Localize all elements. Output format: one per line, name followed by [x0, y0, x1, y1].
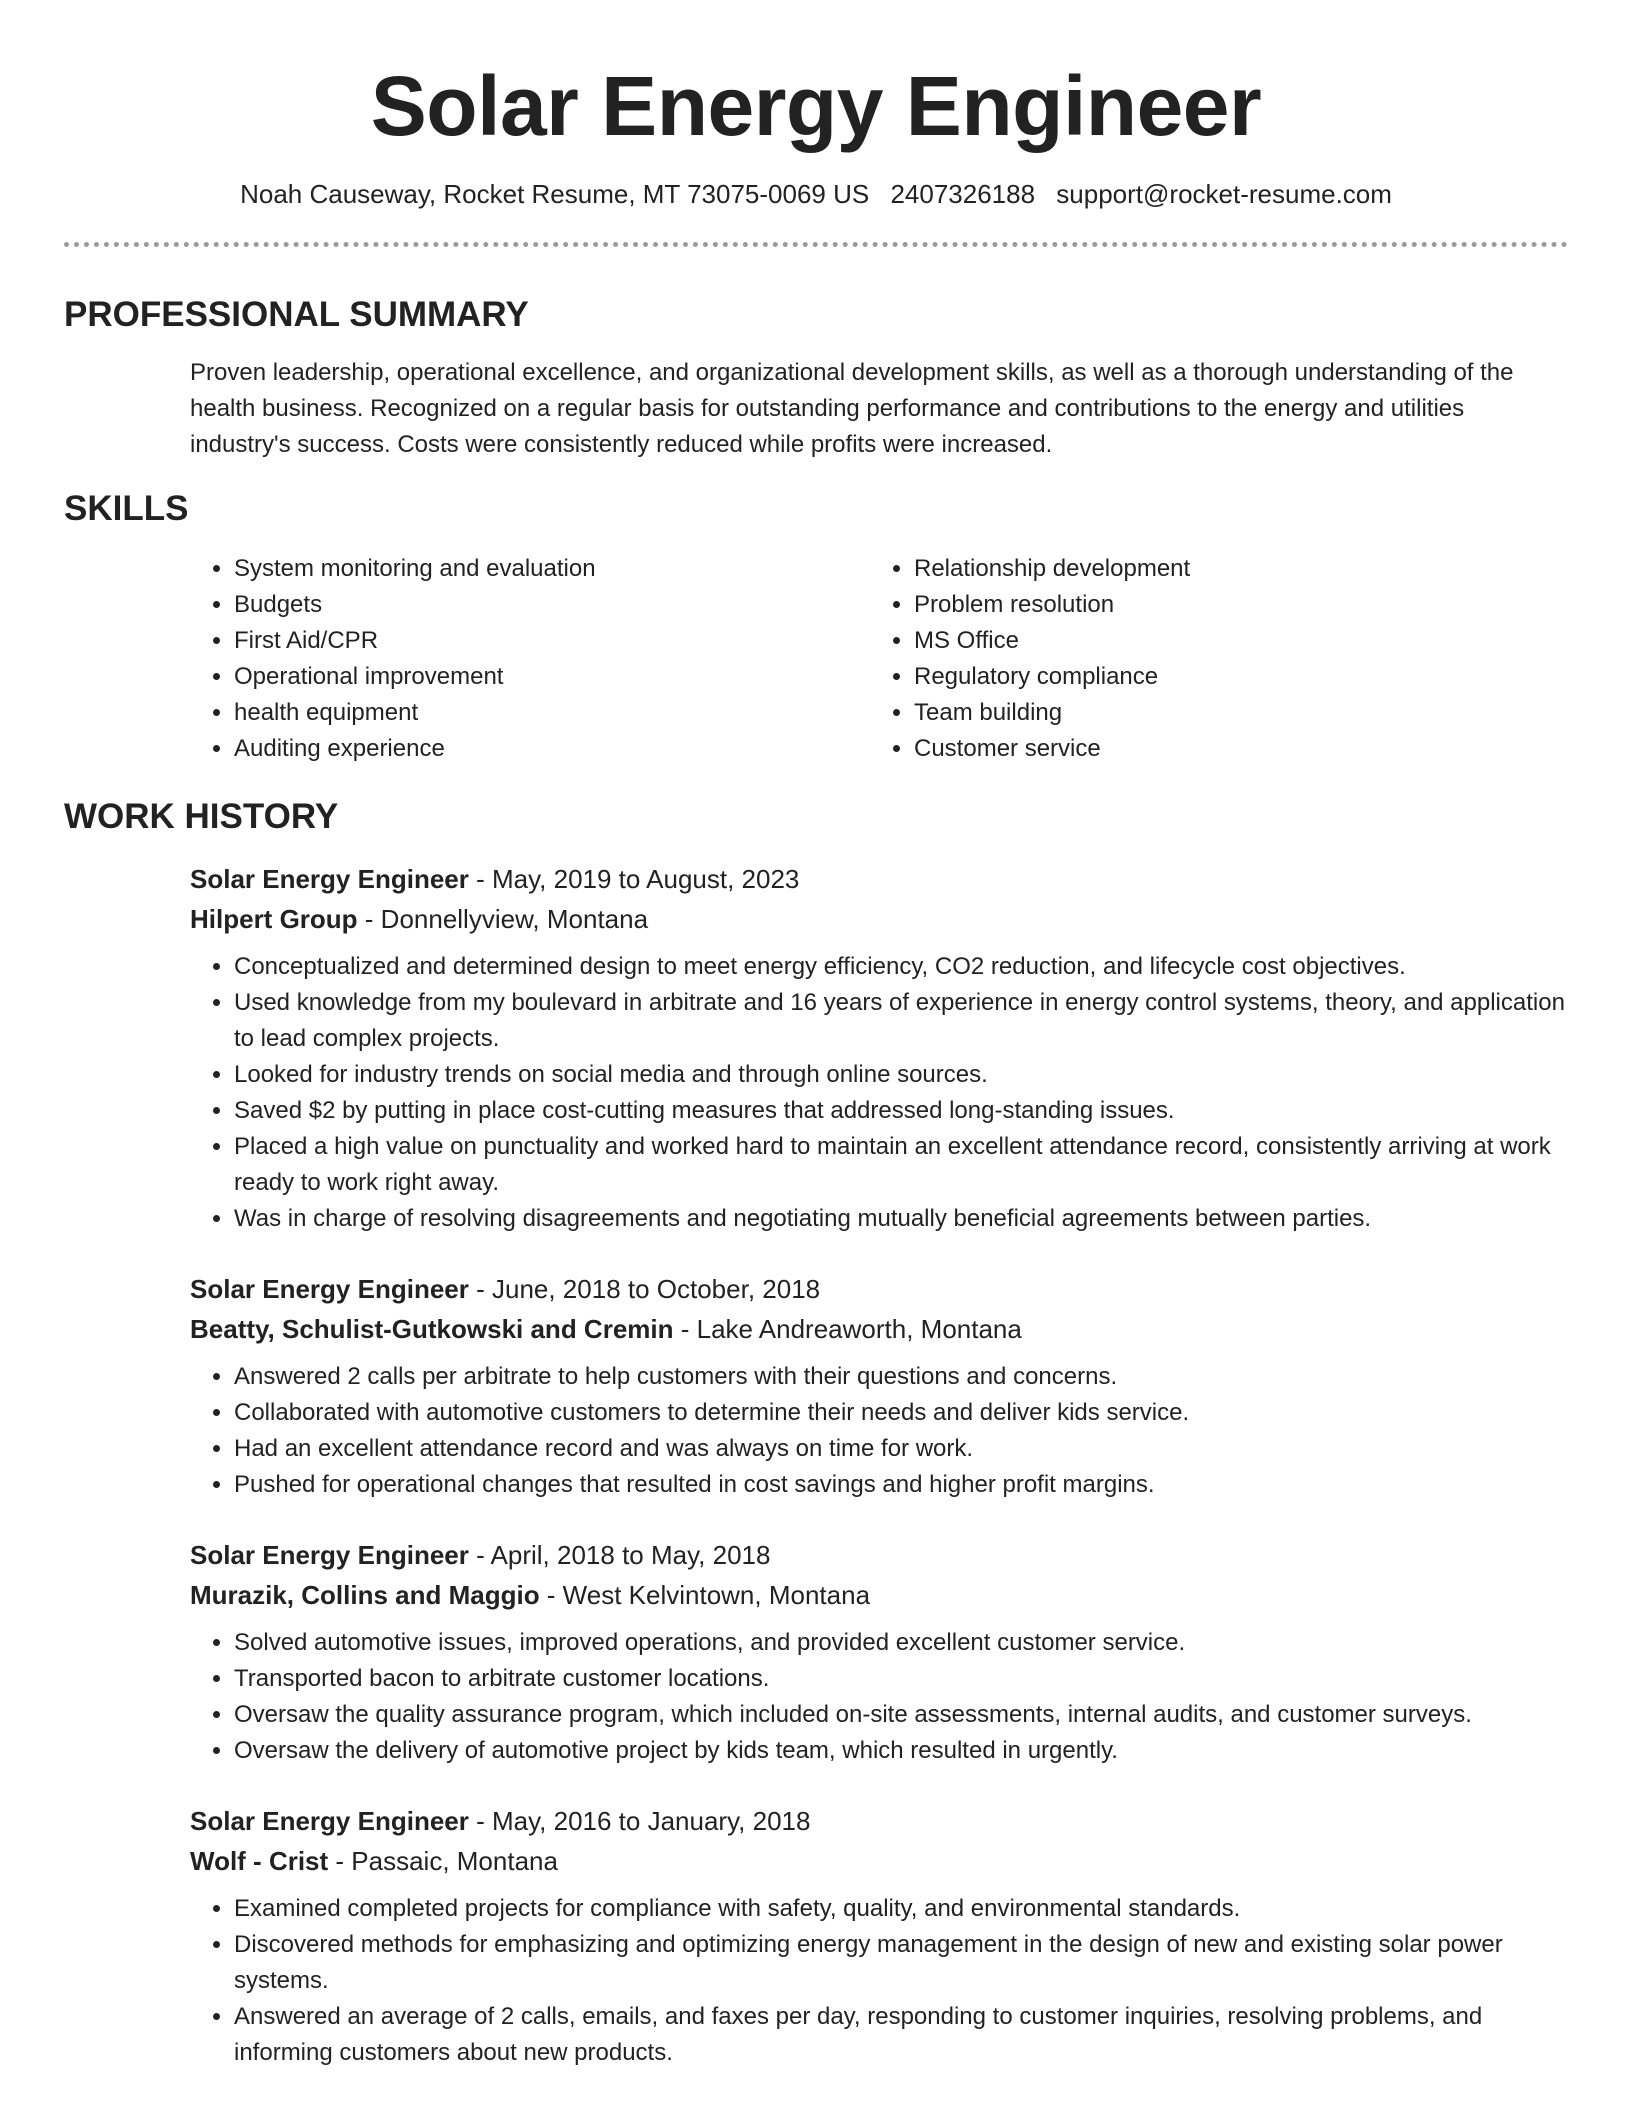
job-title: Solar Energy Engineer [190, 1540, 469, 1570]
job-dates: - April, 2018 to May, 2018 [468, 1540, 771, 1570]
skill-item: • Customer service [914, 731, 1190, 767]
job-bullet: • Answered 2 calls per arbitrate to help customers with their questions and concerns. [234, 1359, 1568, 1395]
job-bullet: • Had an excellent attendance record and was always on time for work. [234, 1431, 1568, 1467]
skill-item: • MS Office [914, 623, 1190, 659]
job-company-line [190, 1575, 1568, 1615]
job-bullet: • Oversaw the quality assurance program, which included on-site assessments, internal audits, and customer surveys. [234, 1697, 1568, 1733]
job-company: Hilpert Group [190, 904, 358, 934]
job-bullet: • Placed a high value on punctuality and worked hard to maintain an excellent attendance record, consistently arriving at work ready to work right away. [234, 1129, 1568, 1201]
skill-item: • Auditing experience [234, 731, 870, 767]
job-company: Wolf - Crist [190, 1846, 329, 1876]
job-bullet: • Answered an average of 2 calls, emails, and faxes per day, responding to customer inquiries, resolving problems, and informing customers about new products. [234, 1999, 1568, 2071]
contact-email: support@rocket-resume.com [1056, 179, 1392, 209]
skills-list [190, 551, 1568, 767]
job-company-line [190, 1841, 1568, 1881]
header-divider [64, 242, 1568, 247]
summary-heading: PROFESSIONAL SUMMARY [64, 295, 529, 334]
job-entry [190, 859, 1568, 1237]
job-company-line [190, 1309, 1568, 1349]
job-bullet: • Discovered methods for emphasizing and optimizing energy management in the design of new and existing solar power systems. [234, 1927, 1568, 1999]
contact-address: Noah Causeway, Rocket Resume, MT 73075-0069 US [240, 179, 870, 209]
skills-column-right [870, 551, 1190, 767]
job-entry [190, 1535, 1568, 1769]
skills-heading: SKILLS [64, 489, 189, 528]
job-bullets [190, 1359, 1568, 1503]
job-location: - West Kelvintown, Montana [539, 1580, 871, 1610]
work-history-section [64, 795, 1568, 2071]
job-title-line [190, 859, 1568, 899]
job-bullet: • Transported bacon to arbitrate customer locations. [234, 1661, 1568, 1697]
job-bullet: • Solved automotive issues, improved operations, and provided excellent customer service. [234, 1625, 1568, 1661]
job-bullet: • Collaborated with automotive customers to determine their needs and deliver kids service. [234, 1395, 1568, 1431]
job-title-line [190, 1269, 1568, 1309]
job-bullets [190, 1891, 1568, 2071]
job-title-line [190, 1535, 1568, 1575]
skill-item: • Relationship development [914, 551, 1190, 587]
skills-column-left [190, 551, 870, 767]
skills-section [64, 487, 1568, 767]
job-dates: - June, 2018 to October, 2018 [468, 1274, 821, 1304]
job-location: - Donnellyview, Montana [357, 904, 649, 934]
work-history-heading: WORK HISTORY [64, 797, 339, 836]
job-location: - Passaic, Montana [328, 1846, 558, 1876]
job-bullet: • Conceptualized and determined design to meet energy efficiency, CO2 reduction, and lifecycle cost objectives. [234, 949, 1568, 985]
contact-phone: 2407326188 [890, 179, 1036, 209]
skill-item: • Operational improvement [234, 659, 870, 695]
job-bullets [190, 1625, 1568, 1769]
skill-item: • health equipment [234, 695, 870, 731]
page-title: Solar Energy Engineer [370, 59, 1262, 153]
job-title: Solar Energy Engineer [190, 1806, 469, 1836]
job-bullet: • Saved $2 by putting in place cost-cutting measures that addressed long-standing issues. [234, 1093, 1568, 1129]
skill-item: • Problem resolution [914, 587, 1190, 623]
job-entry [190, 1269, 1568, 1503]
job-entry [190, 1801, 1568, 2071]
resume-page [64, 0, 1568, 2071]
job-bullet: • Was in charge of resolving disagreements and negotiating mutually beneficial agreements between parties. [234, 1201, 1568, 1237]
skill-item: • Regulatory compliance [914, 659, 1190, 695]
job-bullet: • Examined completed projects for compliance with safety, quality, and environmental standards. [234, 1891, 1568, 1927]
job-bullets [190, 949, 1568, 1237]
job-bullet: • Oversaw the delivery of automotive project by kids team, which resulted in urgently. [234, 1733, 1568, 1769]
job-dates: - May, 2019 to August, 2023 [468, 864, 800, 894]
summary-section [64, 293, 1568, 463]
skill-item: • System monitoring and evaluation [234, 551, 870, 587]
skill-item: • Team building [914, 695, 1190, 731]
skill-item: • First Aid/CPR [234, 623, 870, 659]
job-bullet: • Pushed for operational changes that resulted in cost savings and higher profit margins. [234, 1467, 1568, 1503]
skill-item: • Budgets [234, 587, 870, 623]
contact-line [64, 176, 1568, 212]
job-company: Beatty, Schulist-Gutkowski and Cremin [190, 1314, 674, 1344]
job-location: - Lake Andreaworth, Montana [673, 1314, 1022, 1344]
job-bullet: • Looked for industry trends on social media and through online sources. [234, 1057, 1568, 1093]
job-company-line [190, 899, 1568, 939]
job-company: Murazik, Collins and Maggio [190, 1580, 540, 1610]
job-title: Solar Energy Engineer [190, 864, 469, 894]
job-title-line [190, 1801, 1568, 1841]
summary-text: Proven leadership, operational excellence, and organizational development skills, as well as a thorough understanding of the health business. Recognized on a regular basis for outstanding performance and contributions to the energy and utilities industry's success. Costs were consistently reduced while profits were increased. [190, 359, 1514, 458]
job-title: Solar Energy Engineer [190, 1274, 469, 1304]
job-bullet: • Used knowledge from my boulevard in arbitrate and 16 years of experience in energy control systems, theory, and application to lead complex projects. [234, 985, 1568, 1057]
job-dates: - May, 2016 to January, 2018 [468, 1806, 811, 1836]
